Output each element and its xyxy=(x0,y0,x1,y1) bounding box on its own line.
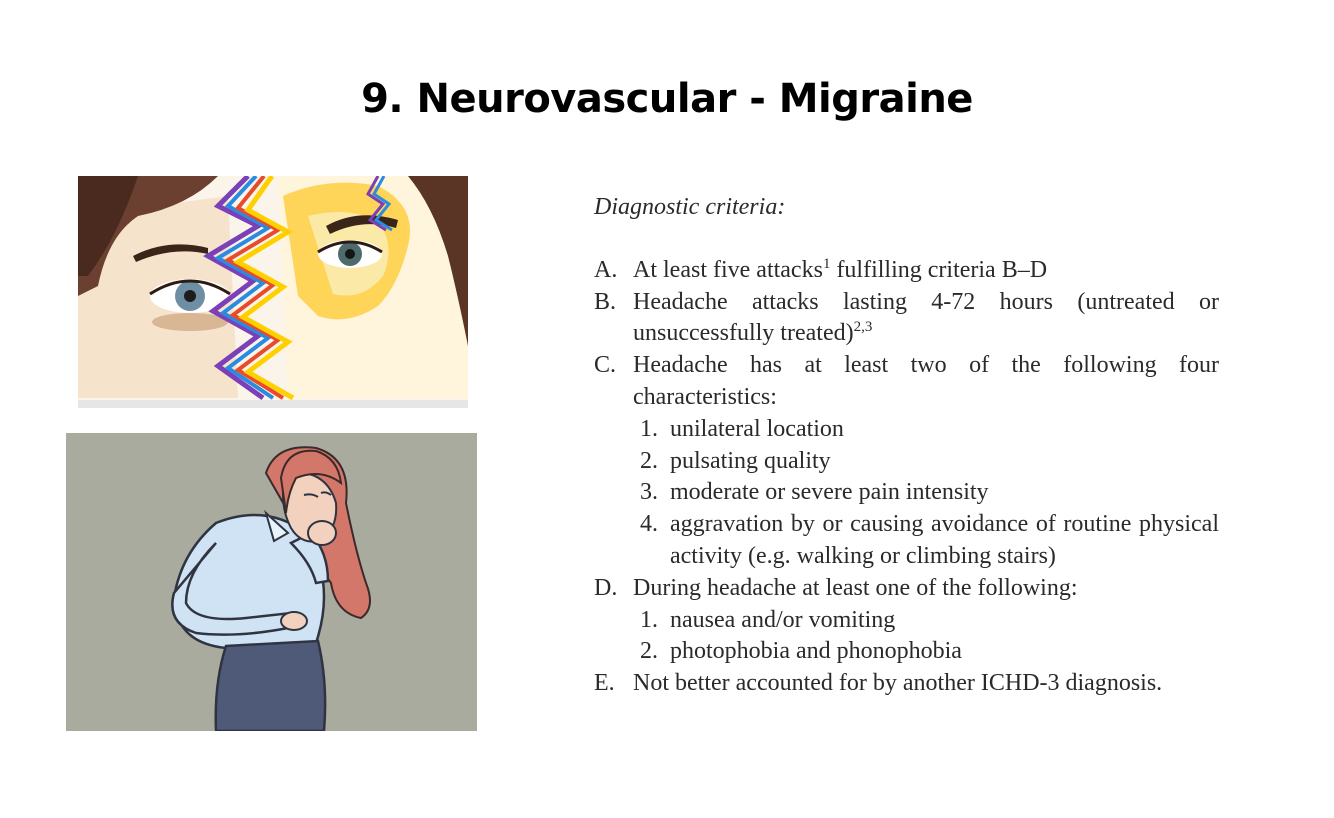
footnote-ref: 2,3 xyxy=(853,319,873,336)
criteria-heading: Diagnostic criteria: xyxy=(594,194,786,220)
criterion-b xyxy=(594,287,1219,351)
sub-item: 4. aggravation by or causing avoidance of routine physical activity (e.g. walking or climbing stairs) xyxy=(640,511,1219,569)
criterion-label: E. xyxy=(594,670,615,697)
footnote-ref: 1 xyxy=(822,255,831,272)
criterion-d xyxy=(594,573,1219,668)
criterion-a xyxy=(594,255,1219,287)
criterion-label: D. xyxy=(594,574,618,601)
sub-item: 1. unilateral location xyxy=(640,415,844,442)
sub-item: 2. pulsating quality xyxy=(640,447,831,474)
criterion-label: C. xyxy=(594,352,617,379)
criterion-label: A. xyxy=(594,256,618,283)
diagnostic-criteria xyxy=(594,192,1219,700)
criterion-e xyxy=(594,668,1219,700)
criterion-c xyxy=(594,350,1219,573)
sub-item: 3. moderate or severe pain intensity xyxy=(640,479,989,506)
migraine-eyes-illustration xyxy=(78,176,468,408)
criterion-text: At least five attacks$^1$ fulfilling criteria B–D xyxy=(633,255,1048,283)
sub-item: 1. nausea and/or vomiting xyxy=(640,606,896,633)
criterion-label: B. xyxy=(594,288,617,315)
criterion-text: Headache has at least two of the following four characteristics: xyxy=(633,352,1219,410)
criterion-text: Not better accounted for by another ICHD-3 diagnosis. xyxy=(633,670,1163,697)
woman-nausea-illustration xyxy=(66,433,477,731)
criterion-text: Headache attacks lasting 4-72 hours (untreated or unsuccessfully treated)$^{2,3}$ xyxy=(633,288,1219,347)
criterion-text: During headache at least one of the following: xyxy=(633,574,1078,601)
slide-title: 9. Neurovascular - Migraine xyxy=(361,76,973,122)
sub-item: 2. photophobia and phonophobia xyxy=(640,638,962,665)
